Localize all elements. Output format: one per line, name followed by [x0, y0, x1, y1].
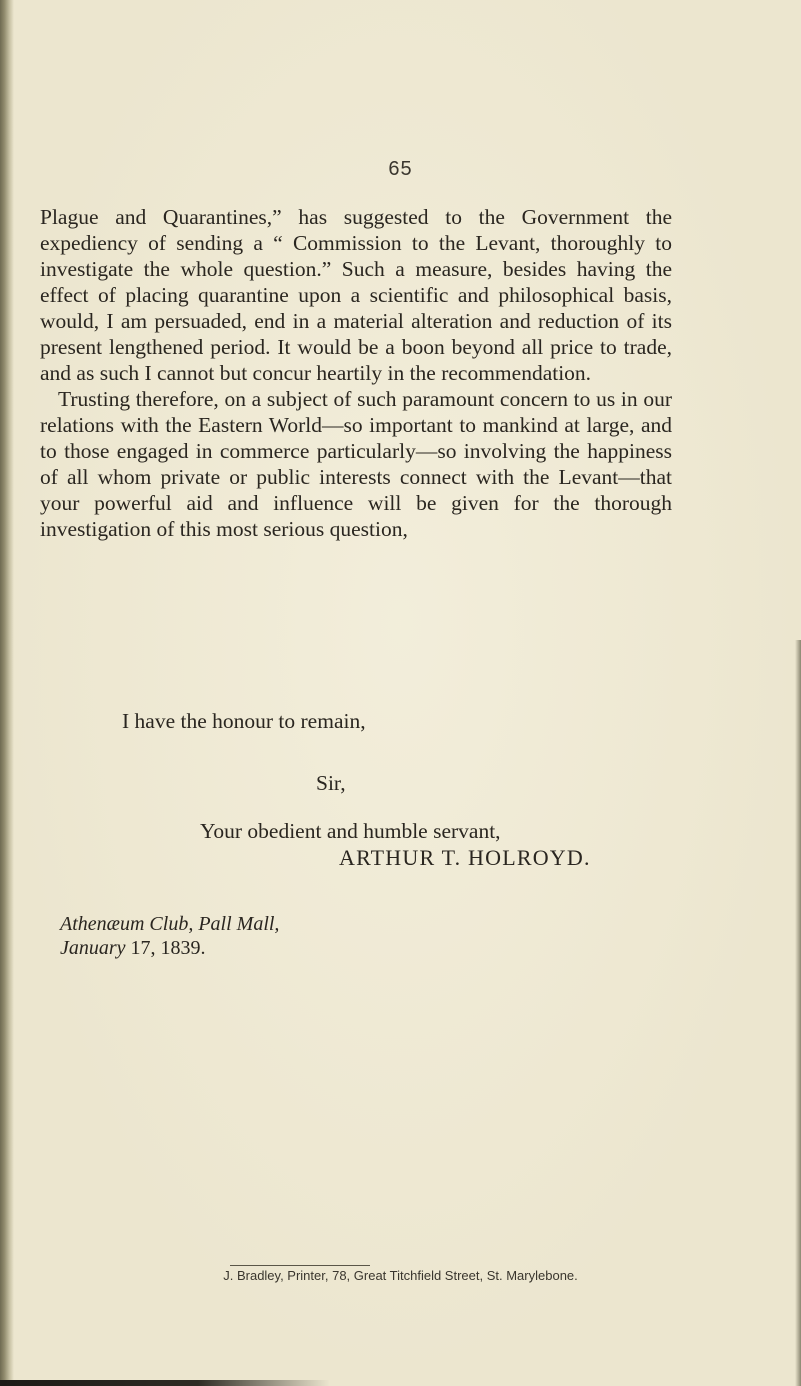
paragraph-2: Trusting therefore, on a subject of such paramount concern to us in our relations with the Eastern World—so important to mankind at large, and to those engaged in commerce particularly—so involving the happiness of all whom private or public interests connect with the Levant—that your powerful aid and influence will be given for the thorough investigation of this most serious question, — [40, 387, 672, 541]
binding-edge — [0, 0, 14, 1386]
place-name: Athenæum Club, Pall Mall, — [60, 913, 280, 935]
paragraph-1: Plague and Quarantines,” has suggested to the Government the expediency of sending a “ Commission to the Levant, thoroughly to investigate the whole question.” Such a measure, besides having the effect of placing quarantine upon a scientific and philosophical basis, would, I am persuaded, end in a material alteration and reduction of its present lengthened period. It would be a boon beyond all price to trade, and as such I cannot but concur heartily in the recommendation. — [40, 205, 672, 385]
signature: ARTHUR T. HOLROYD. — [339, 845, 591, 870]
page-edge-bottom — [0, 1380, 330, 1386]
printer-imprint: J. Bradley, Printer, 78, Great Titchfield Street, St. Marylebone. — [223, 1268, 578, 1283]
printer-rule — [230, 1265, 370, 1266]
page-number: 65 — [388, 158, 413, 180]
closing-servant-line: Your obedient and humble servant, — [200, 819, 501, 843]
letter-body — [40, 204, 672, 542]
date-month: January — [60, 937, 126, 959]
salutation: Sir, — [316, 771, 346, 795]
closing-line: I have the honour to remain, — [122, 709, 366, 733]
date-day-year: 17, 1839. — [125, 937, 206, 959]
place-line — [60, 912, 279, 936]
date-line — [60, 936, 206, 960]
